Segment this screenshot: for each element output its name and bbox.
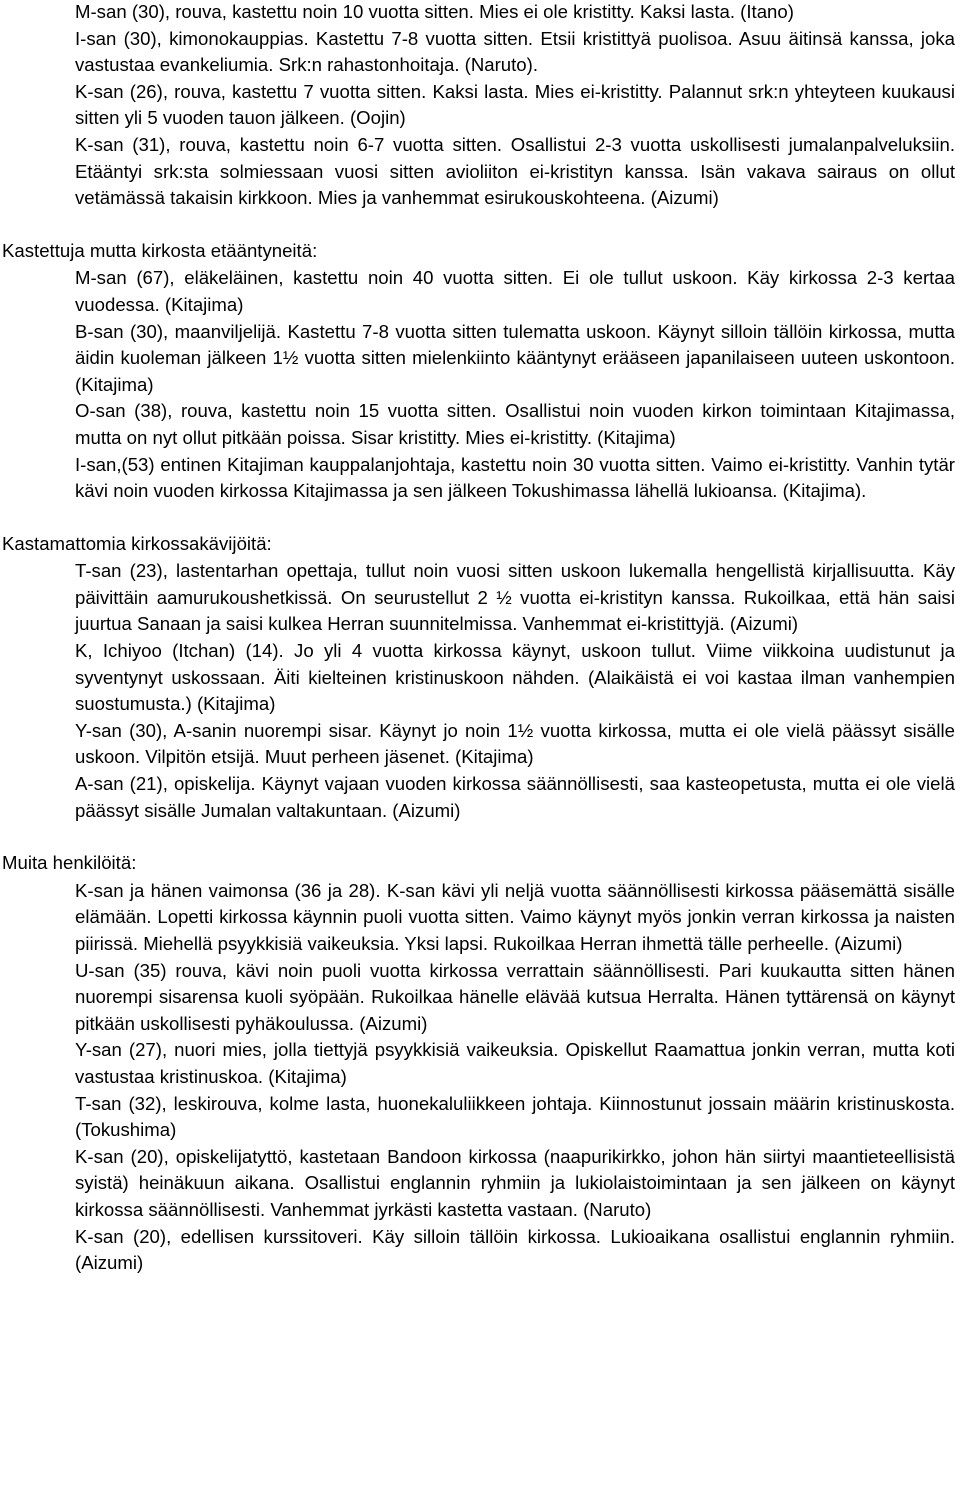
- person-entry: K-san (26), rouva, kastettu 7 vuotta sitten. Kaksi lasta. Mies ei-kristitty. Palannut srk:n yhteyteen kuukausi sitten yli 5 vuoden tauon jälkeen. (Oojin): [75, 80, 955, 129]
- intro-list: [0, 0, 960, 212]
- person-entry: K-san (31), rouva, kastettu noin 6-7 vuotta sitten. Osallistui 2-3 vuotta uskollisesti jumalanpalveluksiin. Etääntyi srk:sta solmiessaan vuosi sitten avioliiton ei-kristityn kanssa. Isän vakava sairaus on ollut vetämässä takaisin kirkkoon. Mies ja vanhemmat esirukouskohteena. (Aizumi): [75, 133, 955, 209]
- person-entry: T-san (23), lastentarhan opettaja, tullut noin vuosi sitten uskoon lukemalla hengellistä kirjallisuutta. Käy päivittäin aamurukoushetkissä. On seurustellut 2 ½ vuotta ei-kristityn kanssa. Rukoilkaa, että hän saisi juurtua Sanaan ja saisi kulkea Herran suunnitelmissa. Vanhemmat ei-kristittyjä. (Aizumi): [75, 560, 955, 635]
- person-entry: A-san (21), opiskelija. Käynyt vajaan vuoden kirkossa säännöllisesti, saa kasteopetusta, mutta ei ole vielä päässyt sisälle Jumalan valtakuntaan. (Aizumi): [75, 773, 955, 821]
- person-entry: Y-san (27), nuori mies, jolla tiettyjä psyykkisiä vaikeuksia. Opiskellut Raamattua jonkin verran, mutta koti vastustaa kristinuskoa. (Kitajima): [75, 1039, 955, 1087]
- section-unbaptized-attendees: [0, 531, 960, 825]
- person-entry: T-san (32), leskirouva, kolme lasta, huonekaluliikkeen johtaja. Kiinnostunut jossain määrin kristinuskosta. (Tokushima): [75, 1092, 955, 1141]
- person-entry: U-san (35) rouva, kävi noin puoli vuotta kirkossa verrattain säännöllisesti. Pari kuukautta sitten hänen nuorempi sisarensa kuoli syöpään. Rukoilkaa hänelle elävää kutsua Herralta. Hänen tyttärensä on käynyt pitkään uskollisesti pyhäkoulussa. (Aizumi): [75, 959, 955, 1034]
- section-heading: Kastamattomia kirkossakävijöitä:: [2, 532, 272, 554]
- person-entry: I-san (30), kimonokauppias. Kastettu 7-8 vuotta sitten. Etsii kristittyä puolisoa. Asuu äitinsä kanssa, joka vastustaa evankeliumia. Srk:n rahastonhoitaja. (Naruto).: [75, 27, 955, 76]
- section-heading: Muita henkilöitä:: [2, 852, 137, 874]
- person-entry: K-san ja hänen vaimonsa (36 ja 28). K-san kävi yli neljä vuotta säännöllisesti kirkossa pääsemättä sisälle elämään. Lopetti kirkossa käynnin puoli vuotta sitten. Vaimo käynyt myös jonkin verran kirkossa ja naisten piirissä. Miehellä psyykkisiä vaikeuksia. Yksi lapsi. Rukoilkaa Herran ihmettä tälle perheelle. (Aizumi): [75, 879, 955, 954]
- section-other-persons: [0, 850, 960, 1277]
- section-baptized-drifted: [0, 238, 960, 505]
- person-entry: O-san (38), rouva, kastettu noin 15 vuotta sitten. Osallistui noin vuoden kirkon toimintaan Kitajimassa, mutta on nyt ollut pitkään poissa. Sisar kristitty. Mies ei-kristitty. (Kitajima): [75, 400, 955, 448]
- person-entry: K, Ichiyoo (Itchan) (14). Jo yli 4 vuotta kirkossa käynyt, uskoon tullut. Viime viikkoina uudistunut ja syventynyt uskossaan. Äiti kielteinen kristinuskoon nähden. (Alaikäistä ei voi kastaa ilman vanhempien suostumusta.) (Kitajima): [75, 640, 955, 715]
- section-heading: Kastettuja mutta kirkosta etääntyneitä:: [2, 239, 318, 261]
- person-entry: M-san (30), rouva, kastettu noin 10 vuotta sitten. Mies ei ole kristitty. Kaksi lasta. (Itano): [75, 1, 794, 22]
- person-entry: I-san,(53) entinen Kitajiman kauppalanjohtaja, kastettu noin 30 vuotta sitten. Vaimo ei-kristitty. Vanhin tytär kävi noin vuoden kirkossa Kitajimassa ja sen jälkeen Tokushimassa lähellä lukioansa. (Kitajima).: [75, 453, 955, 502]
- person-entry: B-san (30), maanviljelijä. Kastettu 7-8 vuotta sitten tulematta uskoon. Käynyt silloin tällöin kirkossa, mutta äidin kuoleman jälkeen 1½ vuotta sitten mielenkiinto kääntynyt erääseen japanilaiseen uuteen uskontoon. (Kitajima): [75, 320, 955, 395]
- person-entry: Y-san (30), A-sanin nuorempi sisar. Käynyt jo noin 1½ vuotta kirkossa, mutta ei ole vielä päässyt sisälle uskoon. Vilpitön etsijä. Muut perheen jäsenet. (Kitajima): [75, 719, 955, 768]
- person-entry: M-san (67), eläkeläinen, kastettu noin 40 vuotta sitten. Ei ole tullut uskoon. Käy kirkossa 2-3 kertaa vuodessa. (Kitajima): [75, 267, 955, 315]
- person-entry: K-san (20), opiskelijatyttö, kastetaan Bandoon kirkossa (naapurikirkko, johon hän siirtyi maantieteellisistä syistä) heinäkuun aikana. Osallistui englannin ryhmiin ja lukiolaistoimintaan ja sen jälkeen on käynyt kirkossa säännöllisesti. Vanhemmat jyrkästi kastetta vastaan. (Naruto): [75, 1145, 955, 1220]
- person-entry: K-san (20), edellisen kurssitoveri. Käy silloin tällöin kirkossa. Lukioaikana osallistui englannin ryhmiin. (Aizumi): [75, 1225, 955, 1274]
